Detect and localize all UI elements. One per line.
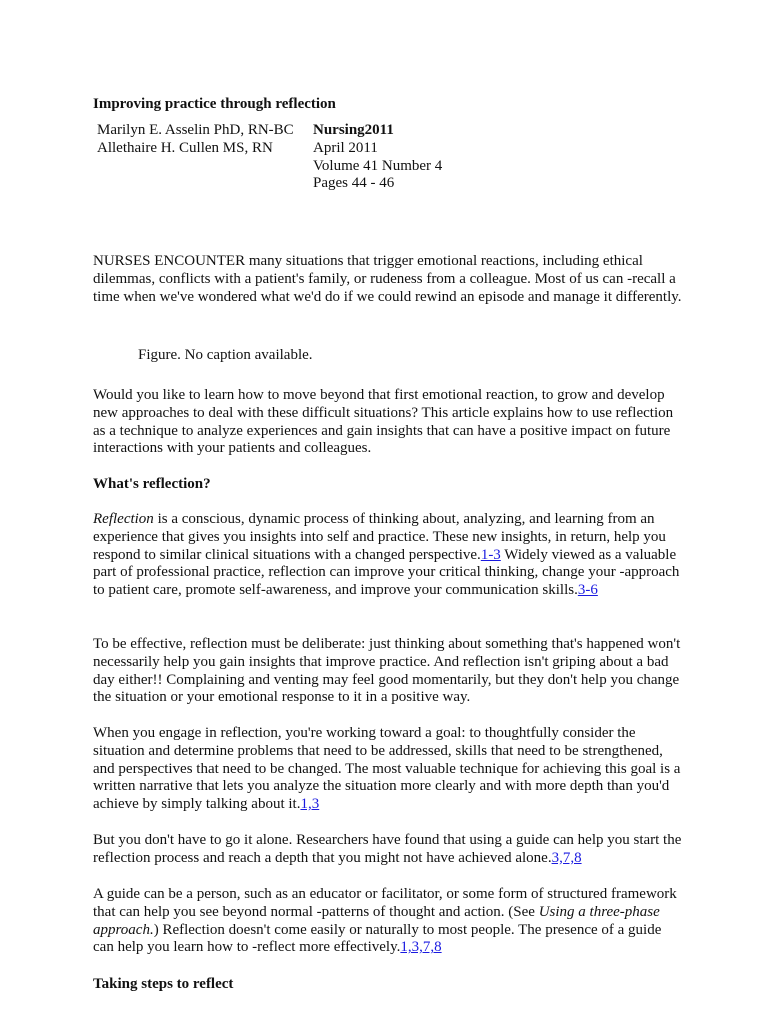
section-heading: Taking steps to reflect (93, 976, 234, 992)
paragraph-deliberate: To be effective, reflection must be deliberate: just thinking about something that's happened won't necessarily help you gain insights that improve practice. And reflection isn't griping about a bad day either!! Complaining and venting may feel good momentarily, but they don't help you change the situation or your emotional response to it in a positive way. (93, 636, 681, 706)
paragraph-text: A guide can be a person, such as an educator or facilitator, or some form of structured framework that can help you see beyond normal -patterns of thought and action. (See (93, 886, 677, 920)
citation-link[interactable]: 1,3 (300, 796, 320, 813)
section-heading: What's reflection? (93, 476, 211, 492)
paragraph-text: But you don't have to go it alone. Researchers have found that using a guide can help you start the reflection process and reach a depth that you might not have achieved alone. (93, 832, 682, 866)
author-name: Marilyn E. Asselin PhD, RN-BC (97, 122, 294, 138)
page-range: Pages 44 - 46 (313, 175, 395, 192)
paragraph-text: is a conscious, dynamic process of thinking about, analyzing, and learning from an experience that gives you insights into self and practice. These new insights, in return, help you respond to similar clinical situations with a changed perspective. (93, 511, 666, 563)
paragraph-overview: Would you like to learn how to move beyond that first emotional reaction, to grow and develop new approaches to deal with these difficult situations? This article explains how to use reflection as a technique to analyze experiences and gain insights that can have a positive impact on future interactions with your patients and colleagues. (93, 387, 674, 457)
article-title: Improving practice through reflection (93, 96, 336, 112)
paragraph-intro: NURSES ENCOUNTER many situations that trigger emotional reactions, including ethical dilemmas, conflicts with a patient's family, or rudeness from a colleague. Most of us can -recall a time when we've wondered what we'd do if we could rewind an episode and manage it differently. (93, 253, 682, 305)
citation-link[interactable]: 1,3,7,8 (400, 939, 442, 956)
paragraph-text: When you engage in reflection, you're working toward a goal: to thoughtfully consider the situation and determine problems that need to be addressed, skills that need to be strengthened, and perspectives that need to be changed. The most valuable technique for achieving this goal is a written narrative that lets you analyze the situation more clearly and with more depth than you'd achieve by simply talking about it. (93, 725, 681, 813)
paragraph-text: ) Reflection doesn't come easily or naturally to most people. The presence of a guide can help you learn how to -reflect more effectively. (93, 921, 662, 956)
defined-term: Reflection (93, 511, 154, 527)
paragraph-guide-definition (93, 886, 683, 957)
paragraph-definition (93, 511, 683, 600)
citation-link[interactable]: 3-6 (577, 582, 598, 599)
volume-number: Volume 41 Number 4 (313, 157, 443, 174)
paragraph-text: Widely viewed as a valuable part of professional practice, reflection can improve your critical thinking, change your -approach to patient care, promote self-awareness, and improve your communication skills. (93, 546, 680, 599)
paragraph-goal (93, 725, 683, 814)
citation-link[interactable]: 3,7,8 (551, 849, 582, 866)
citation-link[interactable]: 1-3 (480, 546, 501, 563)
paragraph-guide-research (93, 832, 683, 868)
issue-date: April 2011 (313, 139, 378, 156)
publication-info (313, 122, 442, 193)
author-list (97, 122, 294, 158)
journal-name: Nursing2011 (313, 122, 394, 138)
figure-caption: Figure. No caption available. (138, 347, 313, 363)
sidebar-reference: Using a three-phase approach. (93, 903, 660, 938)
author-name: Allethaire H. Cullen MS, RN (97, 139, 273, 156)
